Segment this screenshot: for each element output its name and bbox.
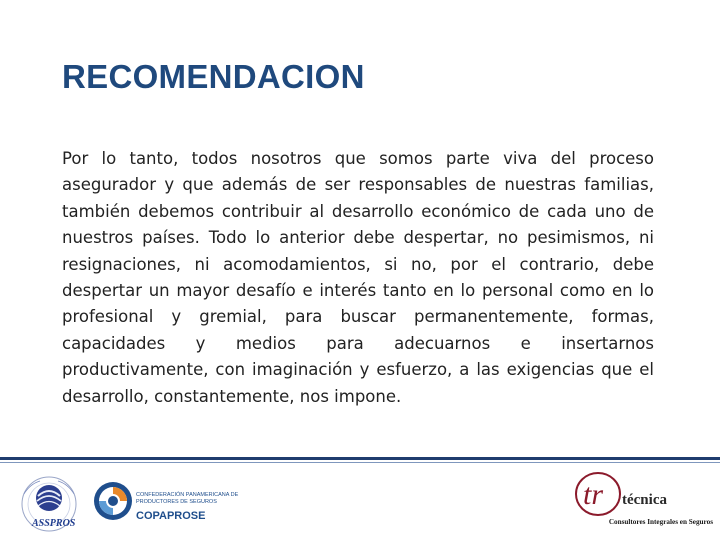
asspros-logo: [10, 474, 88, 536]
tecnica-logo: [568, 470, 713, 532]
slide-title: RECOMENDACION: [62, 58, 365, 95]
footer-divider: [0, 457, 720, 460]
asspros-wordmark: ASSPROS: [32, 518, 76, 529]
copaprose-logo: [92, 472, 242, 530]
tecnica-tagline: Consultores Integrales en Seguros: [608, 518, 713, 526]
copaprose-description: CONFEDERACIÓN PANAMERICANA DE PRODUCTORES DE SEGUROS: [136, 492, 239, 505]
tecnica-wordmark: técnica: [622, 492, 667, 508]
copaprose-emblem-icon: [92, 472, 134, 530]
tecnica-mark-icon: [568, 470, 624, 518]
footer-divider-thin: [0, 462, 720, 463]
copaprose-wordmark: COPAPROSE: [136, 510, 206, 522]
slide-body-text: Por lo tanto, todos nosotros que somos parte viva del proceso asegurador y que además de ser responsables de nuestras familias, también debemos contribuir al desarrollo económico de cada uno de nuestros países. Todo lo anterior debe despertar, no pesimismos, ni resignaciones, ni acomodamientos, si no, por el contrario, debe despertar un mayor desafío e interés tanto en lo personal como en lo profesional y gremial, para buscar permanentemente, formas, capacidades y medios para adecuarnos e insertarnos productivamente, con imaginación y esfuerzo, a las exigencias que el desarrollo, constantemente, nos impone.: [62, 149, 654, 406]
tecnica-monogram: tr: [583, 478, 604, 511]
